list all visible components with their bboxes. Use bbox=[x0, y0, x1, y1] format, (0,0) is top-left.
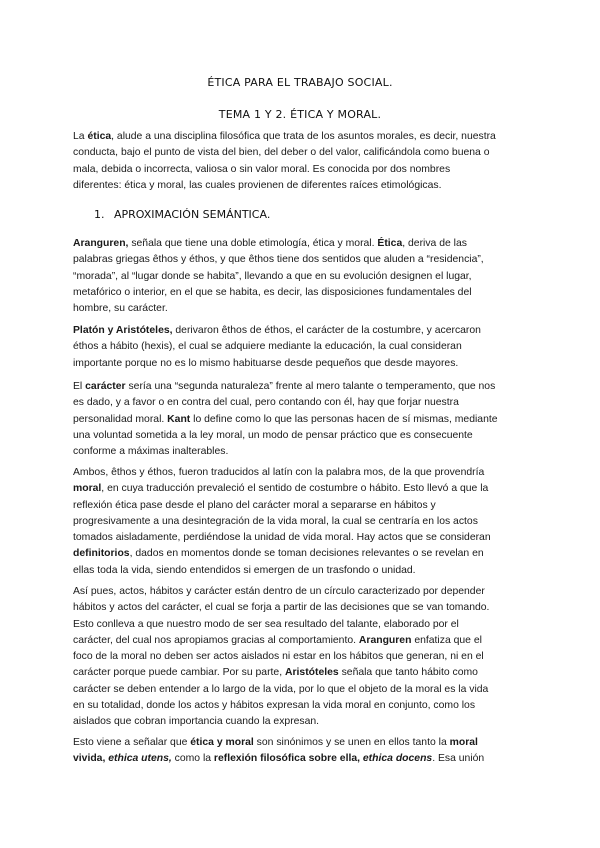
bold-term: ética y moral bbox=[190, 737, 254, 748]
bold-term: Aranguren, bbox=[73, 238, 129, 249]
bold-term: vivida, bbox=[73, 753, 109, 765]
bold-term: Platón y Aristóteles, bbox=[73, 325, 173, 336]
bold-term: ética bbox=[87, 131, 112, 142]
bold-term: Ética bbox=[377, 238, 403, 249]
section-number: 1. bbox=[94, 208, 105, 221]
bold-term: carácter bbox=[85, 381, 126, 392]
bold-term: moral bbox=[449, 737, 478, 748]
paragraph-intro: La ética, alude a una disciplina filosófica que trata de los asuntos morales, es decir, nuestra conducta, bajo el punto de vista del bien, del deber o del valor, calificándola como buena o mala, debida o incorrecta, valiosa o sin valor moral. Es conocida por dos nombres diferentes: ética y moral, las cuales provienen de diferentes raíces etimológicas. bbox=[73, 131, 496, 191]
document-subtitle: TEMA 1 Y 2. ÉTICA Y MORAL. bbox=[218, 108, 382, 121]
paragraph-platon-aristoteles: Platón y Aristóteles, derivaron êthos de éthos, el carácter de la costumbre, y acercaron éthos a hábito (hexis), el cual se adquiere mediante la educación, la cual consideran importante porque no es lo mismo habituarse desde pequeños que desde mayores. bbox=[73, 325, 481, 369]
document-title: ÉTICA PARA EL TRABAJO SOCIAL. bbox=[207, 76, 393, 89]
paragraph-actos-habitos: Así pues, actos, hábitos y carácter están dentro de un círculo caracterizado por depender hábitos y actos del carácter, el cual se forja a partir de las decisiones que se van tomando. Esto conlleva a que nuestro modo de ser sea resultado del talante, elaborado por el carácter, del cual nos apropiamos gracias al comportamiento. Aranguren enfatiza que el foco de la moral no deben ser actos aislados ni estar en los hábitos que generan, ni en el carácter porque puede cambiar. Por su parte, Aristóteles señala que tanto hábito como carácter se deben entender a lo largo de la vida, por lo que el objeto de la moral es la vida en su totalidad, donde los actos y hábitos expresan la vida moral en conjunto, como los aislados que cobran importancia cuando la expresan. bbox=[73, 586, 490, 728]
bold-term: moral bbox=[73, 483, 102, 495]
italic-term: ethica docens bbox=[362, 753, 433, 765]
italic-term: ethica utens, bbox=[108, 753, 172, 765]
section-title: APROXIMACIÓN SEMÁNTICA. bbox=[114, 208, 271, 221]
paragraph-caracter: El carácter sería una “segunda naturaleza” frente al mero talante o temperamento, que nos es dado, y a favor o en contra del cual, pero contando con él, hay que forjar nuestra personalidad moral. Kant lo define como lo que las personas hacen de sí mismas, mediante una voluntad sometida a la ley moral, un modo de pensar práctico que es consecuente conforme a máximas inalterables. bbox=[73, 381, 498, 458]
bold-term: reflexión filosófica sobre ella, bbox=[213, 753, 363, 765]
section-heading bbox=[94, 208, 270, 221]
paragraph-ethos-moral: Ambos, êthos y éthos, fueron traducidos al latín con la palabra mos, de la que provendría moral, en cuya traducción prevaleció el sentido de costumbre o hábito. Esto llevó a que la reflexión ética pase desde el plano del carácter moral a separarse en hábitos y progresivamente a una desintegración de la vida moral, la cual se centraría en los actos tomados aisladamente, perdiéndose la unidad de vida moral. Hay actos que se consideran definitorios, dados en momentos donde se toman decisiones relevantes o se revelan en ellas toda la vida, siendo entendidos si emergen de un trasfondo o unidad. bbox=[73, 467, 491, 576]
paragraph-etica-moral-sinonimos: Esto viene a señalar que ética y moral son sinónimos y se unen en ellos tanto la moral vivida, ethica utens, como la reflexión filosófica sobre ella, ethica docens. Esa unión bbox=[73, 737, 485, 765]
bold-term: definitorios bbox=[73, 548, 130, 560]
paragraph-aranguren: Aranguren, señala que tiene una doble etimología, ética y moral. Ética, deriva de las palabras griegas êthos y éthos, y que êthos tiene dos sentidos que aluden a “residencia”, “morada”, al “lugar donde se habita”, llevando a que en su evolución designen el lugar, metafórico o interior, en el que se habita, es decir, las disposiciones fundamentales del hombre, su carácter. bbox=[73, 238, 484, 315]
bold-term: Kant bbox=[167, 413, 191, 425]
bold-term: Aristóteles bbox=[284, 667, 339, 679]
bold-term: Aranguren bbox=[358, 634, 412, 646]
